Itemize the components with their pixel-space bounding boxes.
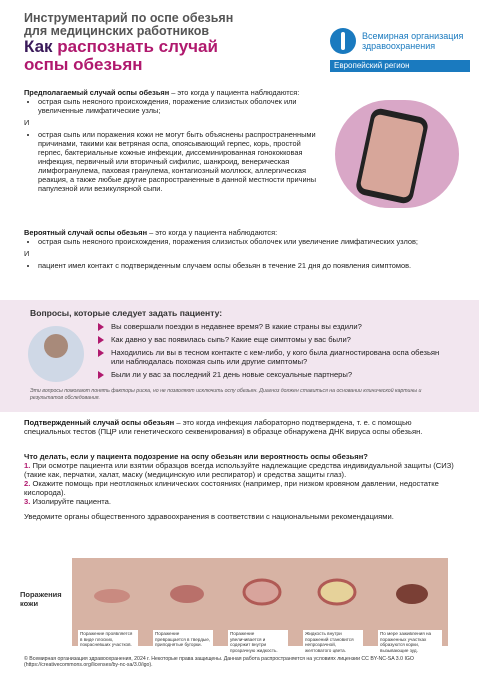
- action-steps: [24, 452, 454, 521]
- questions-note: Эти вопросы помогают понять факторы риска, но не позволяют исключить оспу обезьян. Диагноз должен ставиться на основании клинической картины и результатов обследования.: [30, 388, 422, 401]
- lesion-label: Поражение превращается в твердые, приподнятые бугорки.: [153, 630, 213, 649]
- toolkit-subtitle: Инструментарий по оспе обезьян для медицинских работников: [24, 11, 234, 38]
- doctor-illustration: [28, 326, 84, 382]
- question-item: Вы совершали поездки в недавнее время? В какие страны вы ездили?: [97, 322, 447, 331]
- question-item: Как давно у вас появилась сыпь? Какие еще симптомы у вас были?: [97, 335, 447, 344]
- who-logo: Всемирная организация здравоохранения: [330, 26, 470, 56]
- action-step-3: 3. Изолируйте пациента.: [24, 497, 112, 506]
- probable-case-section: Вероятный случай оспы обезьян – это когда у пациента наблюдаются: • острая сыпь неясного происхождения, поражения слизистых оболочек или увеличение лимфатических узлов; И • пациент имел контакт с подтвержденным случаем оспы обезьян в течение 21 дня до появления симптомов.: [24, 228, 454, 270]
- copyright-footer: © Всемирная организация здравоохранения, 2024 г. Некоторые права защищены. Данная работа распространяется на условиях лицензии CC BY-NC-SA 3.0 IGO (https://creativecommons.org/licenses/by-nc-sa/3.0/igo).: [24, 656, 414, 669]
- lesion-label: Жидкость внутри поражений становится непрозрачной, желтоватого цвета.: [303, 630, 363, 654]
- notify-text: Уведомите органы общественного здравоохранения в соответствии с национальными рекомендациями.: [24, 512, 394, 521]
- question-item: Находились ли вы в тесном контакте с кем-либо, у кого была диагностирована оспа обезьян или наблюдалась похожая сыпь или другие симптомы?: [97, 348, 447, 366]
- suspected-criterion-2: • острая сыпь или поражения кожи не могут быть объяснены распространенными причинами, такими как ветряная оспа, опоясывающий герпес, корь, простой герпес, бактериальные кожные инфекции, диссеминированная гонококковая инфекция, первичный или вторичный сифилис, шанкроид, венерическая лимфогранулема, паховая гранулема, контагиозный моллюск, аллергическая реакция, а также любые другие распространенные в данной местности причины папулезной или везикулярной сыпи.: [38, 130, 324, 193]
- questions-list: [97, 322, 447, 383]
- action-step-2: 2. Окажите помощь при неотложных клинических состояниях (например, при низком кровяном давлении, недостатке кислорода).: [24, 479, 439, 497]
- phone-photo-illustration: [335, 100, 459, 208]
- action-step-1: 1. При осмотре пациента или взятии образцов всегда используйте надлежащие средства индивидуальной защиты (СИЗ) (такие как, перчатки, халат, маску (медицинскую или респиратор) и средства защиты глаз).: [24, 461, 454, 479]
- probable-criterion-2: • пациент имел контакт с подтвержденным случаем оспы обезьян в течение 21 дня до появления симптомов.: [38, 261, 454, 270]
- lesion-stage-2: [170, 585, 204, 603]
- lesions-title: Поражения кожи: [20, 590, 62, 608]
- lesion-label: Поражение проявляется в виде плоских, покрасневших участков.: [78, 630, 138, 649]
- action-title: Что делать, если у пациента подозрение на оспу обезьян или вероятность оспы обезьян?: [24, 452, 368, 461]
- lesion-stage-3: [244, 580, 280, 604]
- lesion-label: Поражение увеличивается и содержит внутри прозрачную жидкость.: [228, 630, 288, 654]
- suspected-criterion-1: • острая сыпь неясного происхождения, поражение слизистых оболочек или увеличенные лимфатические узлы;: [38, 97, 324, 115]
- suspected-case-section: Предполагаемый случай оспы обезьян – это когда у пациента наблюдаются: • острая сыпь неясного происхождения, поражение слизистых оболочек или увеличенные лимфатические узлы; И • острая сыпь или поражения кожи не могут быть объяснены распространенными причинами, такими как ветряная оспа, опоясывающий герпес, корь, простой герпес, бактериальные кожные инфекции, диссеминированная гонококковая инфекция, первичный или вторичный сифилис, шанкроид, венерическая лимфогранулема, паховая гранулема, контагиозный моллюск, аллергическая реакция, а также любые другие распространенные в данной местности причины папулезной или везикулярной сыпи.: [24, 88, 324, 193]
- lesion-label: По мере заживления на пораженных участках образуются корки, вызывающие зуд.: [378, 630, 442, 654]
- question-item: Были ли у вас за последний 21 день новые сексуальные партнеры?: [97, 370, 447, 379]
- confirmed-case-section: Подтвержденный случай оспы обезьян – это когда инфекция лабораторно подтверждена, т. е. с помощью специальных тестов (ПЦР или генетического секвенирования) в образце обнаружена ДНК вируса оспы обезьян.: [24, 418, 423, 436]
- page-title: Как распознать случай оспы обезьян: [24, 37, 218, 74]
- who-logo-icon: [330, 28, 356, 54]
- probable-criterion-1: • острая сыпь неясного происхождения, поражения слизистых оболочек или увеличение лимфатических узлов;: [38, 237, 454, 246]
- questions-title: Вопросы, которые следует задать пациенту:: [30, 308, 223, 318]
- region-badge: Европейский регион: [330, 60, 470, 72]
- lesion-stage-5: [396, 584, 428, 604]
- lesion-stage-1: [94, 589, 130, 603]
- lesion-stage-4: [319, 580, 355, 604]
